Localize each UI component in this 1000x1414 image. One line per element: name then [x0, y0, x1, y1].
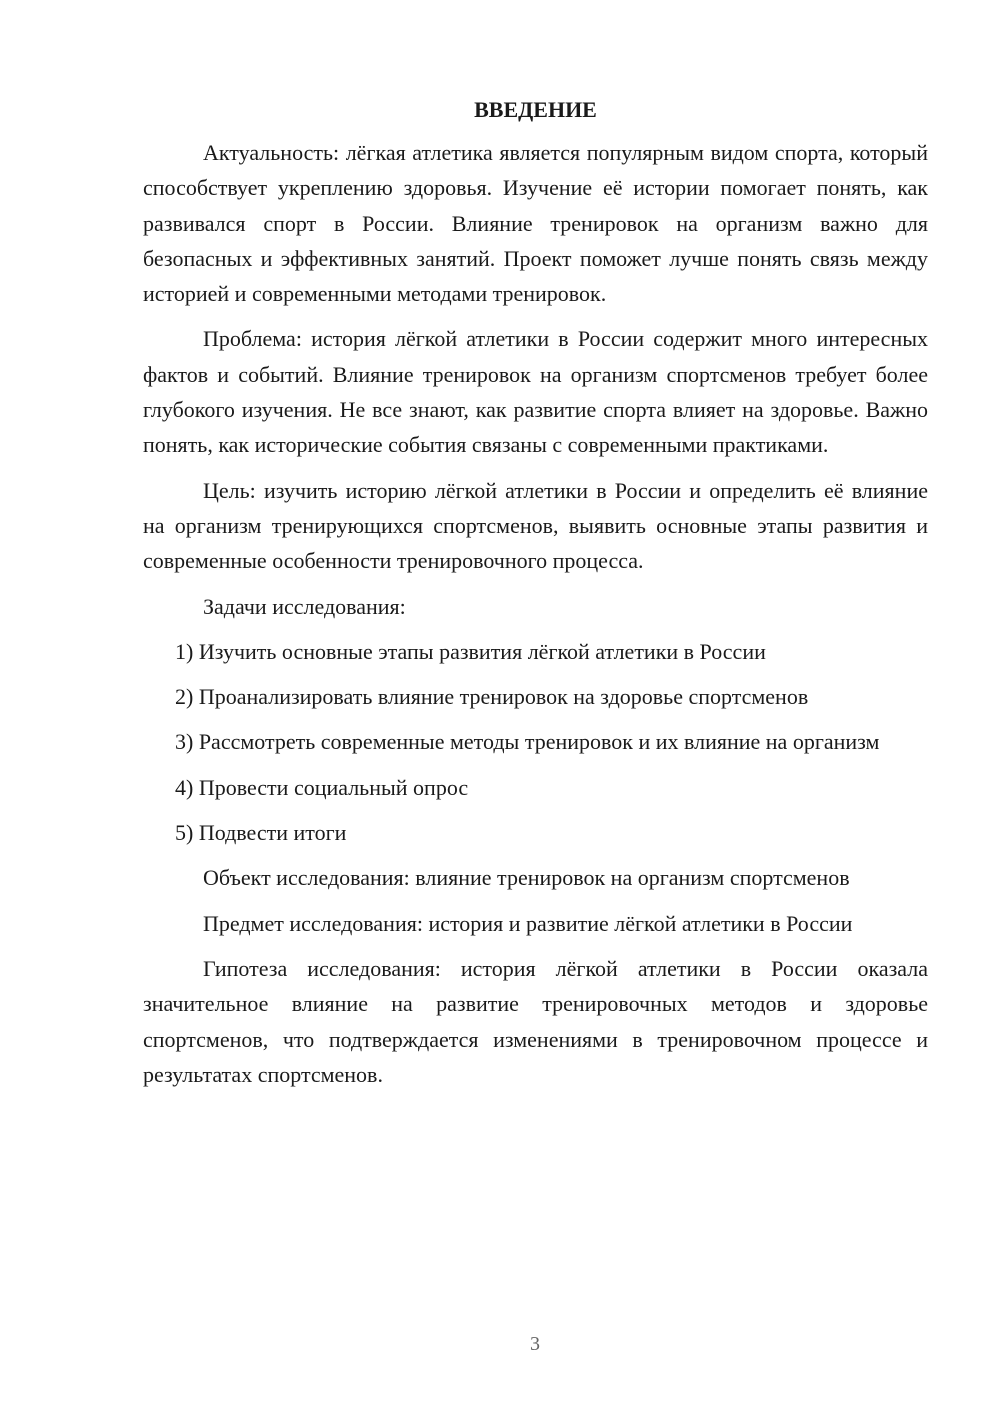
task-item-4: 4) Провести социальный опрос [175, 774, 469, 800]
relevance-paragraph: Актуальность: лёгкая атлетика является популярным видом спорта, который способствует укреплению здоровья. Изучение её истории помогает понять, как развивался спорт в России. Влияние тренировок на организм важно для безопасных и эффективных занятий. Проект поможет лучше понять связь между историей и современными методами тренировок. [143, 140, 928, 307]
task-item-5: 5) Подвести итоги [175, 820, 347, 846]
page-title: ВВЕДЕНИЕ [474, 97, 597, 122]
page-content [143, 95, 928, 1102]
object-paragraph: Объект исследования: влияние тренировок на организм спортсменов [203, 865, 850, 891]
task-item-3: 3) Рассмотреть современные методы тренировок и их влияние на организм [175, 729, 880, 755]
tasks-heading: Задачи исследования: [203, 593, 406, 619]
problem-paragraph: Проблема: история лёгкой атлетики в России содержит много интересных фактов и событий. Влияние тренировок на организм спортсменов требует более глубокого изучения. Не все знают, как развитие спорта влияет на здоровье. Важно понять, как исторические события связаны с современными практиками. [143, 326, 928, 458]
page-number: 3 [530, 1333, 540, 1355]
task-item-2: 2) Проанализировать влияние тренировок на здоровье спортсменов [175, 684, 809, 710]
goal-paragraph: Цель: изучить историю лёгкой атлетики в России и определить её влияние на организм тренирующихся спортсменов, выявить основные этапы развития и современные особенности тренировочного процесса. [143, 477, 928, 574]
hypothesis-paragraph: Гипотеза исследования: история лёгкой атлетики в России оказала значительное влияние на развитие тренировочных методов и здоровье спортсменов, что подтверждается изменениями в тренировочном процессе и результатах спортсменов. [143, 955, 928, 1087]
subject-paragraph: Предмет исследования: история и развитие лёгкой атлетики в России [203, 910, 853, 936]
task-item-1: 1) Изучить основные этапы развития лёгкой атлетики в России [175, 638, 766, 664]
